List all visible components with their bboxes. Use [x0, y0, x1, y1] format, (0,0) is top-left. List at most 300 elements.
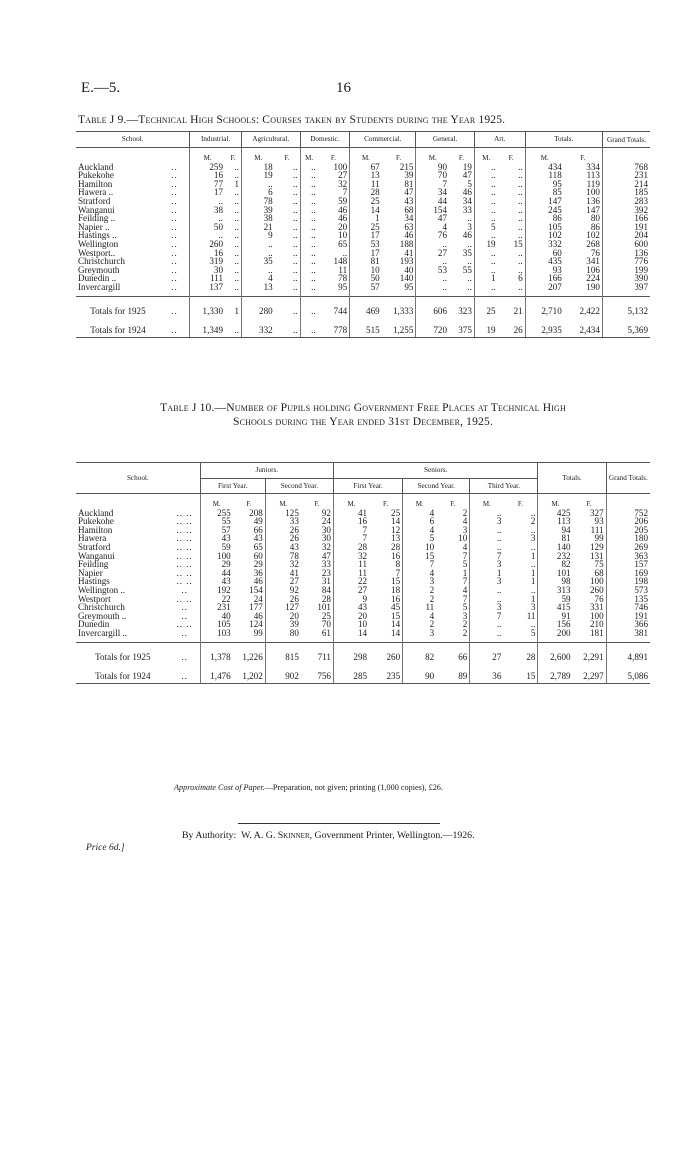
value-cell: 18 — [242, 163, 275, 172]
leader-dots: .. — [171, 273, 178, 284]
value-cell: .. — [300, 249, 318, 258]
grand-total-cell: 180 — [606, 534, 650, 543]
value-cell: .. — [530, 584, 536, 595]
j9-header-domestic: Domestic. — [300, 132, 350, 148]
table-row — [76, 249, 650, 258]
value-cell: .. — [470, 526, 504, 535]
female-label: F. — [508, 154, 514, 162]
value-cell: .. — [518, 256, 523, 267]
table-j10-caption — [78, 401, 648, 429]
female-label: F. — [284, 154, 290, 162]
total-value-cell: 36 — [470, 663, 504, 683]
value-cell: 16 — [190, 171, 225, 180]
value-cell: 106 — [586, 264, 600, 275]
total-value-cell: .. — [300, 317, 318, 337]
value-cell: 26 — [265, 526, 301, 535]
total-value-cell: 19 — [474, 317, 497, 337]
total-value-cell: 2,789 — [538, 663, 573, 683]
value-cell: 90 — [416, 163, 449, 172]
value-cell: 1 — [462, 567, 468, 578]
value-cell: 70 — [416, 171, 449, 180]
value-cell: 20 — [265, 612, 301, 621]
value-cell: 3 — [470, 560, 504, 569]
authority-prefix: By Authority: — [182, 830, 237, 841]
value-cell: 177 — [249, 602, 263, 613]
leader-dots: .. — [171, 178, 178, 189]
total-value-cell: 902 — [265, 663, 301, 683]
total-value-cell: 815 — [265, 642, 301, 663]
value-cell: .. — [292, 178, 298, 189]
value-cell: 34 — [416, 188, 449, 197]
value-cell: 46 — [404, 230, 414, 241]
value-cell: 76 — [416, 231, 449, 240]
leader-dots: .. .. — [176, 567, 193, 578]
table-j9-caption — [78, 113, 648, 126]
value-cell: 46 — [338, 204, 348, 215]
totals-row — [76, 317, 650, 337]
female-label: F. — [580, 154, 586, 162]
divider-rule — [238, 823, 440, 824]
leader-dots: .. — [171, 170, 178, 181]
value-cell: .. — [300, 223, 318, 232]
value-cell: 20 — [333, 612, 369, 621]
value-cell: 27 — [338, 170, 348, 181]
authority-line — [182, 830, 475, 841]
table-row — [76, 188, 650, 197]
value-cell: 81 — [404, 178, 414, 189]
value-cell: 45 — [391, 602, 401, 613]
j9-header-industrial: Industrial. — [190, 132, 242, 148]
value-cell: .. — [530, 541, 536, 552]
value-cell: 25 — [321, 610, 331, 621]
value-cell: 11 — [338, 264, 348, 275]
value-cell: 101 — [538, 569, 573, 578]
value-cell: .. — [234, 230, 240, 241]
value-cell: .. — [518, 195, 523, 206]
value-cell: 47 — [404, 187, 414, 198]
grand-total-cell: 205 — [606, 526, 650, 535]
blank-cell — [76, 494, 170, 509]
value-cell: 3 — [530, 602, 536, 613]
totals-label: Totals for 1924 — [76, 663, 170, 683]
value-cell: .. — [234, 213, 240, 224]
value-cell: 91 — [538, 612, 573, 621]
school-name: Napier .. — [78, 221, 110, 232]
value-cell: 2 — [462, 507, 468, 518]
value-cell: .. — [292, 256, 298, 267]
value-cell: 5 — [403, 534, 437, 543]
male-label: M. — [538, 494, 573, 509]
value-cell: 99 — [594, 533, 604, 544]
grand-total-cell: 185 — [602, 188, 650, 197]
value-cell: 166 — [525, 274, 564, 283]
grand-total-cell: 231 — [602, 171, 650, 180]
blank-cell — [170, 494, 201, 509]
value-cell: 5 — [530, 627, 536, 638]
grand-total-cell: 5,132 — [602, 296, 650, 317]
male-label: M. — [300, 148, 318, 163]
total-value-cell: 469 — [350, 296, 382, 317]
female-label: F. — [230, 154, 236, 162]
value-cell: .. — [467, 281, 472, 292]
leader-dots: .. .. — [176, 507, 193, 518]
value-cell: 11 — [333, 560, 369, 569]
value-cell: 15 — [513, 238, 523, 249]
value-cell: 95 — [404, 281, 414, 292]
female-label: F. — [458, 154, 464, 162]
value-cell: .. — [470, 620, 504, 629]
page-section-code: E.—5. — [81, 80, 121, 96]
value-cell: 2 — [403, 595, 437, 604]
value-cell: 7 — [333, 534, 369, 543]
value-cell: .. — [474, 283, 497, 296]
value-cell: .. — [530, 559, 536, 570]
value-cell: 60 — [525, 249, 564, 258]
value-cell: .. — [518, 204, 523, 215]
table-row — [76, 257, 650, 266]
total-value-cell: .. — [300, 296, 318, 317]
mf-header-row — [76, 494, 650, 509]
value-cell: .. — [530, 507, 536, 518]
value-cell: 100 — [586, 187, 600, 198]
value-cell: .. — [518, 187, 523, 198]
value-cell: .. — [190, 231, 225, 240]
value-cell: 2 — [403, 620, 437, 629]
value-cell: 11 — [333, 569, 369, 578]
value-cell: .. — [292, 273, 298, 284]
cost-of-paper-note — [174, 783, 443, 792]
table-row — [76, 266, 650, 275]
total-value-cell: 2,434 — [564, 317, 603, 337]
grand-total-cell: 768 — [602, 163, 650, 172]
table-j9 — [76, 131, 650, 338]
value-cell: .. — [234, 187, 240, 198]
value-cell: .. — [242, 249, 275, 258]
school-name: Invercargill .. — [78, 627, 128, 638]
value-cell: .. — [300, 180, 318, 189]
total-value-cell: 1,378 — [200, 642, 233, 663]
value-cell: 260 — [590, 584, 604, 595]
value-cell: 65 — [253, 541, 263, 552]
value-cell: 245 — [525, 206, 564, 215]
value-cell: 3 — [403, 577, 437, 586]
value-cell: 1 — [234, 178, 240, 189]
authority-rest: Government Printer, Wellington.—1926. — [314, 830, 475, 841]
value-cell: .. — [300, 274, 318, 283]
school-name: Hawera .. — [78, 187, 114, 198]
value-cell: 435 — [525, 257, 564, 266]
value-cell: 32 — [265, 560, 301, 569]
school-name: Stratford — [78, 195, 111, 206]
value-cell: 38 — [242, 214, 275, 223]
value-cell: 66 — [253, 524, 263, 535]
value-cell: 111 — [190, 274, 225, 283]
school-name: Hastings .. — [78, 230, 117, 241]
value-cell: 16 — [333, 517, 369, 526]
total-value-cell: 280 — [242, 296, 275, 317]
value-cell: 36 — [253, 567, 263, 578]
value-cell: 154 — [416, 206, 449, 215]
value-cell: .. — [242, 240, 275, 249]
value-cell: .. — [292, 170, 298, 181]
total-value-cell: 2,600 — [538, 642, 573, 663]
school-name: Christchurch — [78, 256, 125, 267]
value-cell: 27 — [333, 586, 369, 595]
male-label: M. — [200, 494, 233, 509]
value-cell: 231 — [200, 603, 233, 612]
value-cell: 53 — [416, 266, 449, 275]
school-name: Greymouth .. — [78, 610, 127, 621]
value-cell: 14 — [391, 619, 401, 630]
value-cell: 3 — [470, 577, 504, 586]
value-cell: 434 — [525, 163, 564, 172]
table-j10-title-line1: —Number of Pupils holding Government Free Places at Technical High — [214, 401, 566, 414]
total-value-cell: 1,330 — [190, 296, 225, 317]
total-value-cell: 515 — [350, 317, 382, 337]
school-name: Auckland — [78, 507, 114, 518]
value-cell: 85 — [525, 188, 564, 197]
value-cell: 5 — [467, 178, 472, 189]
value-cell: .. — [300, 171, 318, 180]
value-cell: 78 — [242, 197, 275, 206]
total-value-cell: .. — [275, 317, 300, 337]
value-cell: 137 — [190, 283, 225, 296]
value-cell: 10 — [338, 230, 348, 241]
value-cell: 14 — [391, 516, 401, 527]
j10-header-grand-totals: Grand Totals. — [606, 463, 650, 494]
value-cell: 86 — [525, 214, 564, 223]
value-cell: 210 — [590, 619, 604, 630]
total-value-cell: 2,291 — [573, 642, 607, 663]
value-cell: 200 — [538, 629, 573, 642]
blank-cell — [602, 148, 650, 163]
table-row — [76, 274, 650, 283]
value-cell: 30 — [190, 266, 225, 275]
male-label: M. — [470, 494, 504, 509]
value-cell: 68 — [404, 204, 414, 215]
value-cell: 59 — [538, 595, 573, 604]
male-label: M. — [525, 148, 564, 163]
value-cell: 4 — [416, 223, 449, 232]
value-cell: 59 — [338, 195, 348, 206]
value-cell: 11 — [403, 603, 437, 612]
leader-dots: .. — [171, 281, 178, 292]
value-cell: 113 — [586, 170, 600, 181]
leader-dots: .. — [181, 610, 188, 621]
value-cell: .. — [292, 187, 298, 198]
value-cell: .. — [292, 161, 298, 172]
value-cell: 47 — [462, 170, 472, 181]
value-cell: .. — [234, 238, 240, 249]
total-value-cell: 2,297 — [573, 663, 607, 683]
j10-header-totals: Totals. — [538, 463, 606, 494]
value-cell: 60 — [253, 550, 263, 561]
value-cell: .. — [470, 586, 504, 595]
j10-header-seniors-second-year: Second Year. — [403, 479, 470, 494]
value-cell: 425 — [538, 509, 573, 518]
value-cell: .. — [467, 238, 472, 249]
school-name: Wanganui — [78, 204, 115, 215]
value-cell: .. — [474, 249, 497, 258]
value-cell: 19 — [462, 161, 472, 172]
value-cell: 113 — [538, 517, 573, 526]
leader-dots: .. .. — [176, 593, 193, 604]
table-row — [76, 171, 650, 180]
grand-total-cell: 206 — [606, 517, 650, 526]
value-cell: 7 — [462, 576, 468, 587]
value-cell: 25 — [391, 507, 401, 518]
school-name: Dunedin — [78, 619, 110, 630]
value-cell: 13 — [350, 171, 382, 180]
value-cell: 50 — [190, 223, 225, 232]
school-name: Wanganui — [78, 550, 115, 561]
value-cell: 81 — [350, 257, 382, 266]
table-row — [76, 206, 650, 215]
value-cell: 55 — [462, 264, 472, 275]
value-cell: 93 — [594, 516, 604, 527]
value-cell: .. — [292, 247, 298, 258]
school-name: Napier — [78, 567, 103, 578]
grand-total-cell: 166 — [602, 214, 650, 223]
grand-total-cell: 283 — [602, 197, 650, 206]
value-cell: 44 — [416, 197, 449, 206]
value-cell: 103 — [200, 629, 233, 642]
total-value-cell: 756 — [301, 663, 334, 683]
total-value-cell: 720 — [416, 317, 449, 337]
value-cell: 136 — [586, 195, 600, 206]
value-cell: 67 — [350, 163, 382, 172]
table-j9-title: —Technical High Schools: Courses taken by Students during the Year 1925. — [126, 113, 506, 126]
j9-header-totals: Totals. — [525, 132, 602, 148]
total-value-cell: 298 — [333, 642, 369, 663]
table-row — [76, 223, 650, 232]
value-cell: .. — [474, 163, 497, 172]
value-cell: 105 — [525, 223, 564, 232]
leader-dots: .. — [171, 230, 178, 241]
value-cell: 13 — [242, 283, 275, 296]
value-cell: 5 — [474, 223, 497, 232]
table-j10-label: Table J 10. — [160, 401, 215, 414]
page-number: 16 — [336, 80, 351, 96]
female-label: F. — [450, 500, 456, 508]
leader-dots: .. — [171, 213, 178, 224]
value-cell: 2 — [530, 516, 536, 527]
female-label: F. — [396, 154, 402, 162]
leader-dots: .. — [170, 642, 201, 663]
totals-label: Totals for 1924 — [76, 317, 160, 337]
j10-header-seniors-first-year: First Year. — [333, 479, 402, 494]
female-label: F. — [383, 500, 389, 508]
value-cell: 327 — [590, 507, 604, 518]
value-cell: 341 — [586, 256, 600, 267]
value-cell: 156 — [538, 620, 573, 629]
value-cell: 260 — [190, 240, 225, 249]
value-cell: 131 — [590, 550, 604, 561]
leader-dots: .. — [171, 238, 178, 249]
value-cell: 46 — [253, 610, 263, 621]
value-cell: .. — [234, 264, 240, 275]
grand-total-cell: 136 — [602, 249, 650, 258]
value-cell: 2 — [462, 619, 468, 630]
value-cell: 6 — [242, 188, 275, 197]
value-cell: .. — [518, 161, 523, 172]
leader-dots: .. — [181, 584, 188, 595]
value-cell: 140 — [399, 273, 414, 284]
value-cell: 31 — [321, 576, 331, 587]
value-cell: 6 — [403, 517, 437, 526]
female-label: F. — [586, 500, 592, 508]
total-value-cell: 711 — [301, 642, 334, 663]
leader-dots: .. — [171, 204, 178, 215]
value-cell: 34 — [404, 213, 414, 224]
mf-header-row — [76, 148, 650, 163]
value-cell: .. — [292, 264, 298, 275]
school-name: Feilding .. — [78, 213, 116, 224]
total-value-cell: 606 — [416, 296, 449, 317]
value-cell: .. — [292, 230, 298, 241]
value-cell: 26 — [265, 595, 301, 604]
value-cell: 55 — [200, 517, 233, 526]
value-cell: 41 — [333, 509, 369, 518]
value-cell: 100 — [590, 576, 604, 587]
value-cell: 190 — [586, 281, 600, 292]
value-cell: 2 — [462, 627, 468, 638]
value-cell: 4 — [242, 274, 275, 283]
grand-total-cell: 191 — [606, 612, 650, 621]
value-cell: 32 — [321, 541, 331, 552]
school-name: Hawera — [78, 533, 107, 544]
total-value-cell: .. — [225, 317, 242, 337]
value-cell: .. — [234, 256, 240, 267]
value-cell: .. — [234, 170, 240, 181]
table-j10-title-line2: Schools during the Year ended 31st December, 1925. — [232, 415, 494, 428]
value-cell: 1 — [530, 567, 536, 578]
j10-header-seniors: Seniors. — [333, 463, 538, 479]
total-value-cell: 2,935 — [525, 317, 564, 337]
male-label: M. — [474, 148, 497, 163]
value-cell: 46 — [338, 213, 348, 224]
value-cell: 188 — [399, 238, 414, 249]
value-cell: 29 — [200, 560, 233, 569]
value-cell: 25 — [350, 223, 382, 232]
total-value-cell: 21 — [498, 296, 526, 317]
value-cell: 13 — [391, 533, 401, 544]
total-value-cell: 323 — [449, 296, 474, 317]
value-cell: .. — [292, 221, 298, 232]
value-cell: 3 — [462, 524, 468, 535]
totals-row — [76, 642, 650, 663]
value-cell: .. — [518, 247, 523, 258]
value-cell: 3 — [470, 603, 504, 612]
table-row — [76, 180, 650, 189]
female-label: F. — [246, 500, 252, 508]
value-cell: 259 — [190, 163, 225, 172]
total-value-cell: .. — [275, 296, 300, 317]
value-cell: 99 — [253, 627, 263, 638]
value-cell: 12 — [391, 524, 401, 535]
value-cell: 232 — [538, 552, 573, 561]
value-cell: .. — [518, 264, 523, 275]
value-cell: .. — [474, 171, 497, 180]
j9-header-grand-totals: Grand Totals. — [602, 132, 650, 148]
value-cell: 7 — [462, 593, 468, 604]
value-cell: 14 — [333, 629, 369, 642]
j9-header-commercial: Commercial. — [350, 132, 416, 148]
value-cell: .. — [234, 273, 240, 284]
grand-total-cell: 776 — [602, 257, 650, 266]
value-cell: 92 — [265, 586, 301, 595]
total-value-cell: 375 — [449, 317, 474, 337]
